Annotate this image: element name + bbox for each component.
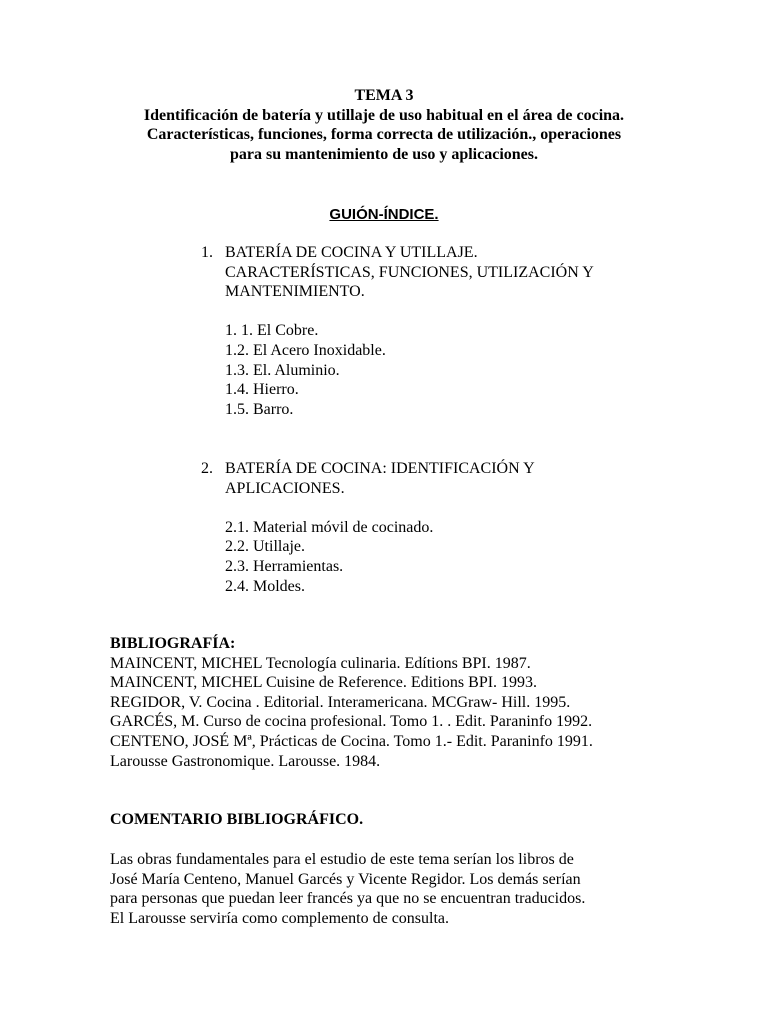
subsection-item: 1.4. Hierro.	[225, 381, 299, 399]
subsection-item: 2.3. Herramientas.	[225, 557, 344, 575]
section-number: 2.	[201, 460, 213, 477]
document-header	[60, 86, 708, 164]
subsection-item: 1.3. El. Aluminio.	[225, 361, 340, 379]
section-body	[225, 243, 695, 419]
section-title-line: BATERÍA DE COCINA Y UTILLAJE.	[225, 244, 478, 261]
bibliography-entry: GARCÉS, M. Curso de cocina profesional. Tomo 1. . Edit. Paraninfo 1992.	[110, 713, 593, 731]
section-title-line: BATERÍA DE COCINA: IDENTIFICACIÓN Y	[225, 460, 535, 477]
subsection-item: 2.2. Utillaje.	[225, 538, 305, 556]
section-body	[225, 459, 695, 596]
topic-description-line: para su mantenimiento de uso y aplicaciones.	[229, 145, 538, 163]
index-title: GUIÓN-ÍNDICE.	[329, 206, 439, 223]
bibliography-entry: MAINCENT, MICHEL Cuisine de Reference. Editions BPI. 1993.	[110, 674, 538, 692]
subsection-item: 2.4. Moldes.	[225, 577, 305, 595]
bibliography-entry: Larousse Gastronomique. Larousse. 1984.	[110, 752, 381, 770]
commentary-line: para personas que puedan leer francés ya que no se encuentran traducidos.	[110, 890, 586, 908]
commentary-line: El Larousse serviría como complemento de consulta.	[110, 909, 450, 927]
subsection-item: 1.5. Barro.	[225, 400, 294, 418]
bibliography-heading: BIBLIOGRAFÍA:	[110, 635, 236, 652]
bibliography	[110, 634, 710, 771]
commentary-line: José María Centeno, Manuel Garcés y Vicente Regidor. Los demás serían	[110, 870, 581, 888]
commentary-line: Las obras fundamentales para el estudio de este tema serían los libros de	[110, 851, 574, 868]
section-title-line: APLICACIONES.	[225, 479, 345, 497]
section-title-line: MANTENIMIENTO.	[225, 283, 365, 301]
topic-description-line: Identificación de batería y utillaje de uso habitual en el área de cocina.	[143, 106, 625, 124]
section-number: 1.	[201, 244, 213, 261]
topic-description-line: Características, funciones, forma correcta de utilización., operaciones	[146, 126, 622, 144]
bibliography-entry: MAINCENT, MICHEL Tecnología culinaria. Edítions BPI. 1987.	[110, 654, 531, 672]
commentary-paragraph	[110, 850, 710, 928]
bibliography-entry: REGIDOR, V. Cocina . Editorial. Interamericana. MCGraw- Hill. 1995.	[110, 693, 571, 711]
bibliography-entry: CENTENO, JOSÉ Mª, Prácticas de Cocina. Tomo 1.- Edit. Paraninfo 1991.	[110, 732, 593, 750]
subsection-item: 2.1. Material móvil de cocinado.	[225, 518, 434, 536]
topic-title: TEMA 3	[354, 87, 414, 104]
subsection-list	[225, 518, 695, 596]
subsection-list	[225, 321, 695, 419]
commentary-heading: COMENTARIO BIBLIOGRÁFICO.	[110, 811, 364, 828]
subsection-item: 1.2. El Acero Inoxidable.	[225, 341, 386, 359]
subsection-item: 1. 1. El Cobre.	[225, 322, 319, 340]
section-title-line: CARACTERÍSTICAS, FUNCIONES, UTILIZACIÓN Y	[225, 263, 594, 281]
